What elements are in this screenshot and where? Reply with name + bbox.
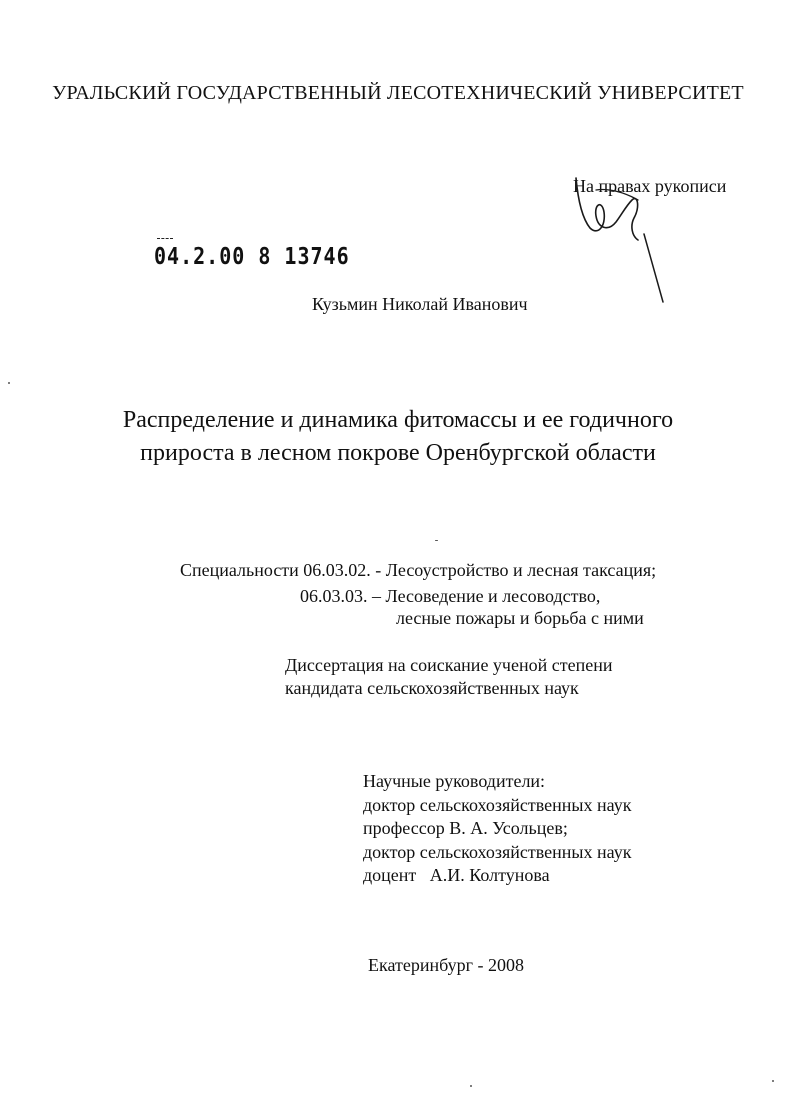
dissertation-title	[0, 404, 796, 470]
specialty-line: Специальности 06.03.02. - Лесоустройство и лесная таксация;	[180, 560, 657, 580]
specialty-line: лесные пожары и борьба с ними	[396, 608, 644, 628]
specialty-line: 06.03.03. – Лесоведение и лесоводство,	[300, 586, 601, 606]
supervisors-heading: Научные руководители:	[363, 771, 546, 791]
university-name: УРАЛЬСКИЙ ГОСУДАРСТВЕННЫЙ ЛЕСОТЕХНИЧЕСКИЙ УНИВЕРСИТЕТ	[52, 82, 744, 104]
title-line: прироста в лесном покрове Оренбургской области	[140, 440, 656, 466]
city-year: Екатеринбург - 2008	[368, 955, 524, 975]
handwritten-signature	[568, 170, 678, 310]
supervisor-line: профессор В. А. Усольцев;	[363, 818, 568, 838]
supervisors-block	[363, 770, 631, 888]
title-line: Распределение и динамика фитомассы и ее годичного	[122, 407, 674, 433]
supervisor-line: доцент А.И. Колтунова	[363, 865, 550, 885]
scan-speck	[470, 1085, 472, 1087]
author-name: Кузьмин Николай Иванович	[312, 294, 528, 314]
degree-line: Диссертация на соискание ученой степени	[285, 655, 613, 675]
scan-speck	[435, 540, 438, 541]
supervisor-line: доктор сельскохозяйственных наук	[363, 794, 632, 815]
manuscript-rights-note: На правах рукописи	[573, 176, 727, 196]
scan-speck	[772, 1080, 774, 1082]
supervisor-line: доктор сельскохозяйственных наук	[363, 841, 632, 862]
archive-stamp-code: 04.2.00 8 13746	[154, 242, 350, 270]
scan-speck	[8, 382, 10, 384]
degree-line: кандидата сельскохозяйственных наук	[285, 678, 579, 698]
stamp-mark	[157, 238, 173, 241]
